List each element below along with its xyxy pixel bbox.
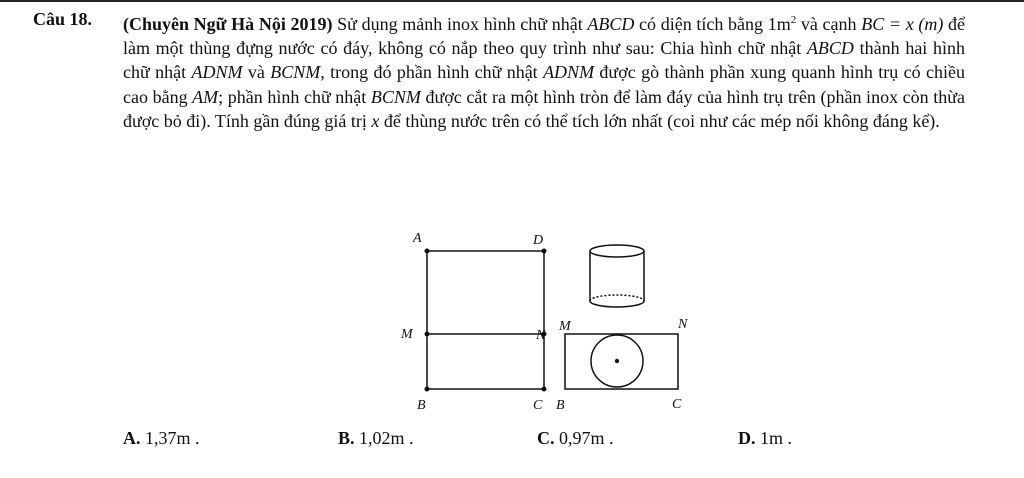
question-source: (Chuyên Ngữ Hà Nội 2019)	[123, 14, 333, 34]
label-a: A	[413, 231, 422, 246]
point-m	[425, 332, 430, 337]
text-part: ; phần hình chữ nhật	[218, 86, 371, 107]
text-part: được cắt ra một hình tròn để làm đáy của hình trụ trên (phần inox còn thừa được bỏ đi). Tính gần đúng giá trị	[123, 86, 965, 131]
text-part: và	[242, 62, 271, 83]
text-part: có diện tích bằng	[634, 14, 768, 34]
option-letter: A.	[123, 428, 141, 448]
math-area-exponent: 2	[790, 14, 797, 26]
label-d: D	[533, 233, 544, 248]
option-c[interactable]	[537, 428, 614, 449]
text-part: Sử dụng mảnh inox hình chữ nhật	[332, 14, 588, 34]
text-part: để thùng nước trên có thể tích lớn nhất (coi như các mép nối không đáng kể).	[379, 110, 940, 131]
question-number: Câu 18.	[33, 9, 93, 29]
math-area: 1m	[767, 14, 791, 34]
label-n: N	[536, 328, 546, 343]
text-part: để làm một thùng đựng nước có đáy, không có nắp theo quy trình như sau: Chia hình chữ nhật	[123, 14, 966, 59]
point-d	[542, 249, 547, 254]
label-c: C	[533, 398, 543, 413]
rectangle-abcd	[427, 251, 544, 389]
circle-center	[615, 359, 619, 363]
point-c	[542, 387, 547, 392]
label-n2: N	[678, 317, 688, 332]
option-letter: C.	[537, 428, 555, 448]
math-adnm: ADNM	[543, 62, 595, 83]
option-d[interactable]	[738, 428, 792, 449]
math-bcnm: BCNM	[370, 86, 421, 107]
option-text: 1m .	[755, 428, 793, 448]
text-part: thành hai hình chữ nhật	[123, 38, 965, 83]
point-b	[425, 387, 430, 392]
option-letter: D.	[738, 428, 756, 448]
label-b2: B	[556, 398, 565, 413]
label-c2: C	[672, 397, 682, 412]
math-abcd: ABCD	[806, 38, 854, 59]
text-part: được gò thành phần xung quanh hình trụ có chiều cao bằng	[123, 62, 965, 107]
option-b[interactable]	[338, 428, 414, 449]
option-a[interactable]	[123, 428, 200, 449]
label-b: B	[417, 398, 426, 413]
option-text: 1,02m .	[354, 428, 414, 448]
cylinder	[590, 245, 644, 307]
math-x: x	[371, 110, 380, 131]
math-am: AM	[192, 86, 219, 107]
point-a	[425, 249, 430, 254]
text-part: , trong đó phần hình chữ nhật	[320, 62, 544, 83]
label-m: M	[401, 327, 413, 342]
label-m2: M	[559, 319, 571, 334]
math-bc: BC = x (m)	[861, 14, 944, 34]
text-part: và cạnh	[796, 14, 862, 34]
option-letter: B.	[338, 428, 355, 448]
math-abcd: ABCD	[587, 14, 635, 34]
option-text: 1,37m .	[140, 428, 200, 448]
math-adnm: ADNM	[191, 62, 243, 83]
math-bcnm: BCNM	[270, 62, 321, 83]
rectangle-mnbc	[565, 334, 678, 389]
option-text: 0,97m .	[554, 428, 614, 448]
